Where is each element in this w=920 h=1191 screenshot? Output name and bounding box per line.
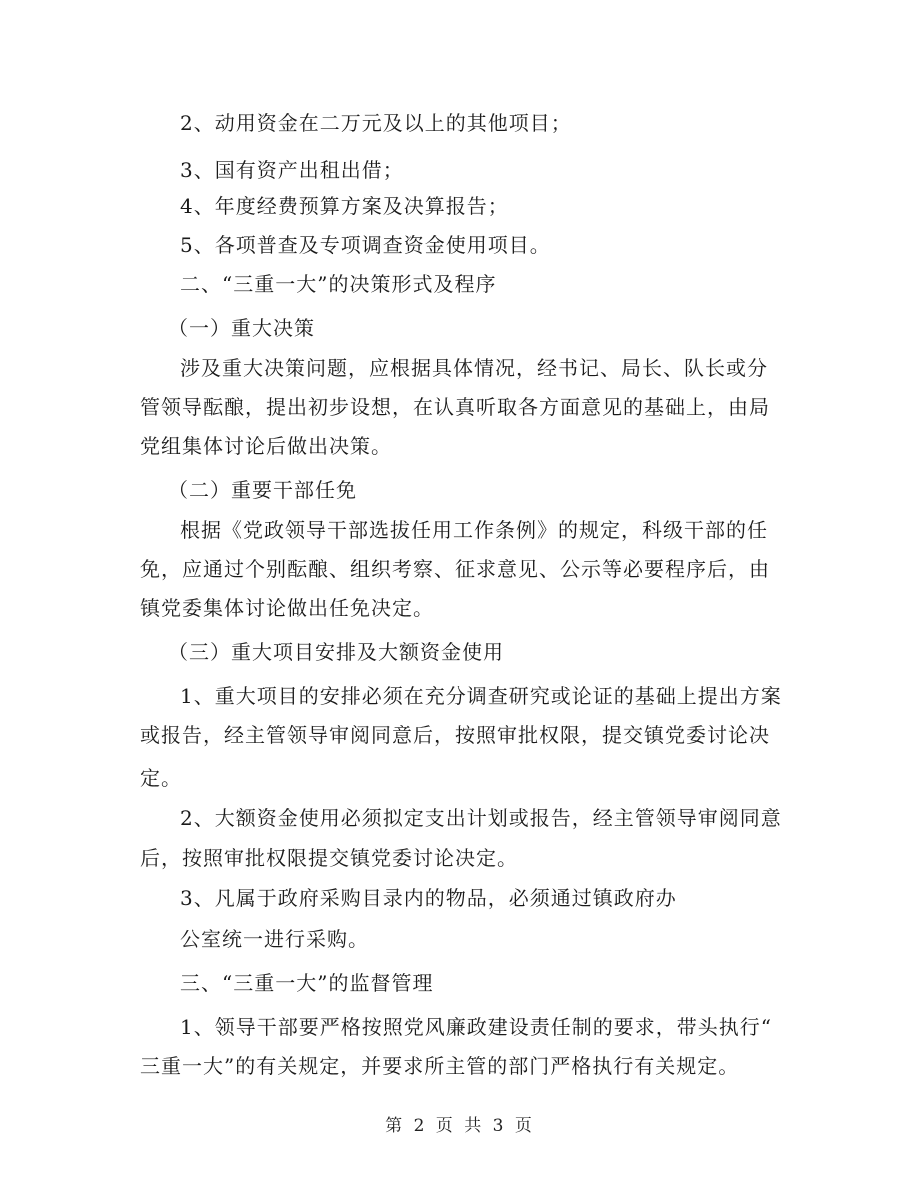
list-item: 5、各项普查及专项调查资金使用项目。 — [180, 233, 551, 257]
paragraph-line: 公室统一进行采购。 — [180, 927, 369, 951]
subsection-heading: （一）重大决策 — [168, 316, 315, 340]
paragraph-line: 3、凡属于政府采购目录内的物品，必须通过镇政府办 — [180, 886, 677, 910]
paragraph-line: 党组集体讨论后做出决策。 — [140, 434, 392, 458]
paragraph-line: 三重一大”的有关规定，并要求所主管的部门严格执行有关规定。 — [140, 1054, 740, 1078]
paragraph-line: 后，按照审批权限提交镇党委讨论决定。 — [140, 846, 518, 870]
section-heading: 二、“三重一大”的决策形式及程序 — [180, 272, 497, 296]
paragraph-line: 管领导酝酿，提出初步设想，在认真听取各方面意见的基础上，由局 — [140, 395, 770, 419]
list-item: 4、年度经费预算方案及决算报告； — [180, 194, 509, 218]
paragraph-line: 涉及重大决策问题，应根据具体情况，经书记、局长、队长或分 — [180, 356, 768, 380]
paragraph-line: 镇党委集体讨论做出任免决定。 — [140, 596, 434, 620]
paragraph-line: 根据《党政领导干部选拔任用工作条例》的规定，科级干部的任 — [180, 518, 768, 542]
subsection-heading: （三）重大项目安排及大额资金使用 — [168, 640, 504, 664]
paragraph-line: 1、重大项目的安排必须在充分调查研究或论证的基础上提出方案 — [180, 684, 782, 708]
paragraph-line: 1、领导干部要严格按照党风廉政建设责任制的要求，带头执行“ — [180, 1015, 772, 1039]
paragraph-line: 或报告，经主管领导审阅同意后，按照审批权限，提交镇党委讨论决 — [140, 723, 770, 747]
paragraph-line: 定。 — [140, 766, 182, 790]
list-item: 3、国有资产出租出借； — [180, 158, 404, 182]
page-footer: 第 2 页 共 3 页 — [385, 1116, 535, 1136]
paragraph-line: 2、大额资金使用必须拟定支出计划或报告，经主管领导审阅同意 — [180, 806, 782, 830]
section-heading: 三、“三重一大”的监督管理 — [180, 971, 434, 995]
subsection-heading: （二）重要干部任免 — [168, 478, 357, 502]
list-item: 2、动用资金在二万元及以上的其他项目； — [180, 111, 572, 135]
paragraph-line: 免，应通过个别酝酿、组织考察、征求意见、公示等必要程序后，由 — [140, 557, 770, 581]
